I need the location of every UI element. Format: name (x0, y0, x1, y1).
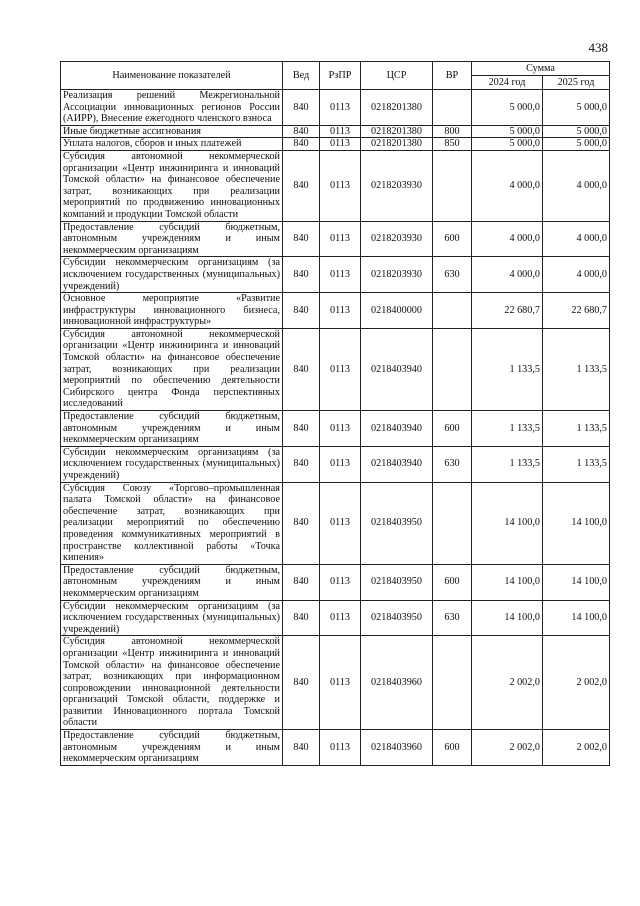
row-vr (433, 328, 472, 410)
row-csr: 0218201380 (361, 90, 433, 126)
row-sum-2025: 22 680,7 (543, 293, 610, 329)
table-header (61, 62, 610, 90)
row-sum-2025: 1 133,5 (543, 446, 610, 482)
row-rzpr: 0113 (320, 257, 361, 293)
row-sum-2024: 4 000,0 (472, 257, 543, 293)
header-vr: ВР (433, 62, 472, 90)
row-ved: 840 (283, 482, 320, 564)
row-ved: 840 (283, 257, 320, 293)
row-rzpr: 0113 (320, 446, 361, 482)
row-csr: 0218201380 (361, 125, 433, 138)
header-year-2024: 2024 год (472, 76, 543, 90)
row-name: Реализация решений Межрегиональной Ассоциации инновационных регионов России (АИРР), Внесение ежегодного членского взноса (61, 90, 283, 126)
row-vr: 630 (433, 257, 472, 293)
table-row (61, 328, 610, 410)
row-sum-2024: 1 133,5 (472, 446, 543, 482)
table-row (61, 636, 610, 730)
row-ved: 840 (283, 293, 320, 329)
row-csr: 0218400000 (361, 293, 433, 329)
row-name: Предоставление субсидий бюджетным, автономным учреждениям и иным некоммерческим организациям (61, 564, 283, 600)
row-sum-2024: 14 100,0 (472, 600, 543, 636)
table-body (61, 90, 610, 766)
table-row (61, 564, 610, 600)
row-rzpr: 0113 (320, 600, 361, 636)
row-sum-2024: 14 100,0 (472, 564, 543, 600)
row-sum-2025: 1 133,5 (543, 411, 610, 447)
row-sum-2025: 5 000,0 (543, 90, 610, 126)
row-sum-2025: 14 100,0 (543, 564, 610, 600)
row-vr: 600 (433, 564, 472, 600)
row-rzpr: 0113 (320, 636, 361, 730)
row-rzpr: 0113 (320, 138, 361, 151)
page-number: 438 (588, 40, 608, 55)
row-vr (433, 636, 472, 730)
row-sum-2024: 4 000,0 (472, 150, 543, 221)
row-csr: 0218203930 (361, 150, 433, 221)
row-name: Предоставление субсидий бюджетным, автономным учреждениям и иным некоммерческим организациям (61, 411, 283, 447)
row-name: Субсидия автономной некоммерческой организации «Центр инжиниринга и инноваций Томской области» на финансовое обеспечение затрат, возникающих при реализации мероприятий по продвижению инновационных компаний и продукции Томской области (61, 150, 283, 221)
row-csr: 0218403960 (361, 730, 433, 766)
table-row (61, 138, 610, 151)
row-ved: 840 (283, 328, 320, 410)
row-sum-2024: 5 000,0 (472, 90, 543, 126)
row-rzpr: 0113 (320, 328, 361, 410)
row-csr: 0218403960 (361, 636, 433, 730)
row-vr (433, 150, 472, 221)
row-ved: 840 (283, 564, 320, 600)
row-rzpr: 0113 (320, 482, 361, 564)
table-row (61, 730, 610, 766)
row-rzpr: 0113 (320, 411, 361, 447)
table-row (61, 482, 610, 564)
row-name: Субсидии некоммерческим организациям (за исключением государственных (муниципальных) учреждений) (61, 600, 283, 636)
row-ved: 840 (283, 138, 320, 151)
row-sum-2024: 2 002,0 (472, 636, 543, 730)
row-name: Субсидия автономной некоммерческой организации «Центр инжиниринга и инноваций Томской области» на финансовое обеспечение затрат, возникающих при реализации мероприятий по обеспечению деятельности Сибирского центра Фонда перспективных исследований (61, 328, 283, 410)
table-row (61, 221, 610, 257)
table-row (61, 150, 610, 221)
row-rzpr: 0113 (320, 221, 361, 257)
table-row (61, 293, 610, 329)
row-ved: 840 (283, 730, 320, 766)
row-rzpr: 0113 (320, 125, 361, 138)
row-sum-2024: 1 133,5 (472, 411, 543, 447)
row-sum-2025: 2 002,0 (543, 730, 610, 766)
row-sum-2025: 1 133,5 (543, 328, 610, 410)
row-csr: 0218201380 (361, 138, 433, 151)
row-csr: 0218203930 (361, 221, 433, 257)
row-vr (433, 90, 472, 126)
row-sum-2024: 4 000,0 (472, 221, 543, 257)
row-name: Субсидии некоммерческим организациям (за исключением государственных (муниципальных) учреждений) (61, 446, 283, 482)
row-csr: 0218203930 (361, 257, 433, 293)
row-ved: 840 (283, 125, 320, 138)
row-name: Основное мероприятие «Развитие инфраструктуры инновационного бизнеса, инновационной инфраструктуры» (61, 293, 283, 329)
row-ved: 840 (283, 636, 320, 730)
row-csr: 0218403940 (361, 328, 433, 410)
row-vr: 850 (433, 138, 472, 151)
row-sum-2025: 14 100,0 (543, 600, 610, 636)
table-row (61, 600, 610, 636)
row-vr: 630 (433, 446, 472, 482)
row-name: Субсидия Союзу «Торгово–промышленная палата Томской области» на финансовое обеспечение затрат, возникающих при реализации мероприятий по обеспечению проведения коммуникативных мероприятий в пространстве коллективной работы «Точка кипения» (61, 482, 283, 564)
row-vr: 600 (433, 730, 472, 766)
row-sum-2024: 14 100,0 (472, 482, 543, 564)
row-sum-2024: 5 000,0 (472, 138, 543, 151)
row-name: Предоставление субсидий бюджетным, автономным учреждениям и иным некоммерческим организациям (61, 221, 283, 257)
row-sum-2025: 5 000,0 (543, 125, 610, 138)
row-rzpr: 0113 (320, 150, 361, 221)
row-sum-2025: 4 000,0 (543, 257, 610, 293)
row-name: Предоставление субсидий бюджетным, автономным учреждениям и иным некоммерческим организациям (61, 730, 283, 766)
header-sum: Сумма (472, 62, 610, 76)
row-sum-2025: 5 000,0 (543, 138, 610, 151)
row-vr: 800 (433, 125, 472, 138)
table-row (61, 446, 610, 482)
row-ved: 840 (283, 446, 320, 482)
table-row (61, 411, 610, 447)
row-vr: 630 (433, 600, 472, 636)
row-sum-2025: 2 002,0 (543, 636, 610, 730)
row-name: Уплата налогов, сборов и иных платежей (61, 138, 283, 151)
row-ved: 840 (283, 411, 320, 447)
header-csr: ЦСР (361, 62, 433, 90)
header-rzpr: РзПР (320, 62, 361, 90)
row-sum-2024: 2 002,0 (472, 730, 543, 766)
row-name: Иные бюджетные ассигнования (61, 125, 283, 138)
row-sum-2024: 5 000,0 (472, 125, 543, 138)
row-sum-2025: 14 100,0 (543, 482, 610, 564)
row-sum-2024: 1 133,5 (472, 328, 543, 410)
row-rzpr: 0113 (320, 730, 361, 766)
row-csr: 0218403950 (361, 482, 433, 564)
row-csr: 0218403940 (361, 411, 433, 447)
row-rzpr: 0113 (320, 90, 361, 126)
row-vr (433, 482, 472, 564)
row-sum-2025: 4 000,0 (543, 150, 610, 221)
row-ved: 840 (283, 90, 320, 126)
row-csr: 0218403940 (361, 446, 433, 482)
table-row (61, 125, 610, 138)
row-ved: 840 (283, 150, 320, 221)
row-rzpr: 0113 (320, 564, 361, 600)
header-year-2025: 2025 год (543, 76, 610, 90)
row-rzpr: 0113 (320, 293, 361, 329)
table-row (61, 90, 610, 126)
row-name: Субсидия автономной некоммерческой организации «Центр инжиниринга и инноваций Томской области» на финансовое обеспечение затрат, возникающих при информационном сопровождении инновационной деятельности организаций Томской области, поддержке и развитии Инновационного портала Томской области (61, 636, 283, 730)
row-name: Субсидии некоммерческим организациям (за исключением государственных (муниципальных) учреждений) (61, 257, 283, 293)
table-row (61, 257, 610, 293)
row-vr: 600 (433, 411, 472, 447)
row-sum-2025: 4 000,0 (543, 221, 610, 257)
row-sum-2024: 22 680,7 (472, 293, 543, 329)
header-name: Наименование показателей (61, 62, 283, 90)
row-ved: 840 (283, 600, 320, 636)
row-csr: 0218403950 (361, 564, 433, 600)
row-vr: 600 (433, 221, 472, 257)
row-csr: 0218403950 (361, 600, 433, 636)
row-vr (433, 293, 472, 329)
row-ved: 840 (283, 221, 320, 257)
budget-table (60, 61, 610, 766)
header-ved: Вед (283, 62, 320, 90)
